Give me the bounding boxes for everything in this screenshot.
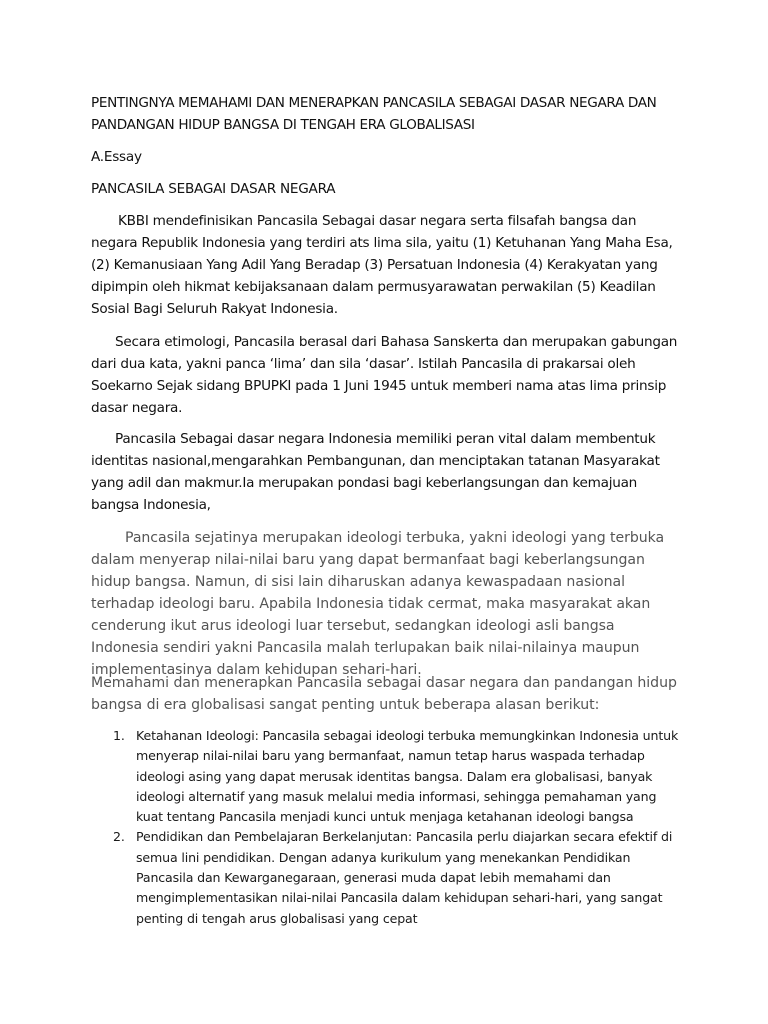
paragraph-kbbi-definition: KBBI mendefinisikan Pancasila Sebagai dasar negara serta filsafah bangsa dan negara Republik Indonesia yang terdiri ats lima sila, yaitu (1) Ketuhanan Yang Maha Esa, (2) Kemanusiaan Yang Adil Yang Beradap (3) Persatuan Indonesia (4) Kerakyatan yang dipimpin oleh hikmat kebijaksanaan dalam permusyarawatan perwakilan (5) Keadilan Sosial Bagi Seluruh Rakyat Indonesia. <box>91 213 673 317</box>
list-item-number: 2. <box>113 829 125 845</box>
list-item <box>91 827 683 928</box>
list-item-number: 1. <box>113 728 125 743</box>
paragraph-open-ideology: Pancasila sejatinya merupakan ideologi terbuka, yakni ideologi yang terbuka dalam menyerap nilai-nilai baru yang dapat bermanfaat bagi keberlangsungan hidup bangsa. Namun, di sisi lain diharuskan adanya kewaspadaan nasional terhadap ideologi baru. Apabila Indonesia tidak cermat, maka masyarakat akan cenderung ikut arus ideologi luar tersebut, sedangkan ideologi asli bangsa Indonesia sendiri yakni Pancasila malah terlupakan baik nilai-nilainya maupun implementasinya dalam kehidupan sehari-hari. <box>91 530 665 678</box>
document-title: PENTINGNYA MEMAHAMI DAN MENERAPKAN PANCASILA SEBAGAI DASAR NEGARA DAN PANDANGAN HIDUP BANGSA DI TENGAH ERA GLOBALISASI <box>91 95 657 133</box>
paragraph-list-intro: Memahami dan menerapkan Pancasila sebagai dasar negara dan pandangan hidup bangsa di era globalisasi sangat penting untuk beberapa alasan berikut: <box>91 675 677 713</box>
section-subheading: PANCASILA SEBAGAI DASAR NEGARA <box>91 181 336 197</box>
list-item-text: Ketahanan Ideologi: Pancasila sebagai ideologi terbuka memungkinkan Indonesia untuk menyerap nilai-nilai baru yang bermanfaat, namun tetap harus waspada terhadap ideologi asing yang dapat merusak identitas bangsa. Dalam era globalisasi, banyak ideologi alternatif yang masuk melalui media informasi, sehingga pemahaman yang kuat tentang Pancasila menjadi kunci untuk menjaga ketahanan ideologi bangsa <box>136 728 679 825</box>
list-item <box>91 726 683 827</box>
section-label: A.Essay <box>91 149 142 165</box>
paragraph-vital-role: Pancasila Sebagai dasar negara Indonesia memiliki peran vital dalam membentuk identitas nasional,mengarahkan Pembangunan, dan menciptakan tatanan Masyarakat yang adil dan makmur.Ia merupakan pondasi bagi keberlangsungan dan kemajuan bangsa Indonesia, <box>91 431 660 513</box>
list-item-text: Pendidikan dan Pembelajaran Berkelanjutan: Pancasila perlu diajarkan secara efektif di semua lini pendidikan. Dengan adanya kurikulum yang menekankan Pendidikan Pancasila dan Kewarganegaraan, generasi muda dapat lebih memahami dan mengimplementasikan nilai-nilai Pancasila dalam kehidupan sehari-hari, yang sangat penting di tengah arus globalisasi yang cepat <box>136 829 673 926</box>
reasons-list <box>91 726 683 929</box>
paragraph-etymology: Secara etimologi, Pancasila berasal dari Bahasa Sanskerta dan merupakan gabungan dari dua kata, yakni panca ‘lima’ dan sila ‘dasar’. Istilah Pancasila di prakarsai oleh Soekarno Sejak sidang BPUPKI pada 1 Juni 1945 untuk memberi nama atas lima prinsip dasar negara. <box>91 334 678 416</box>
